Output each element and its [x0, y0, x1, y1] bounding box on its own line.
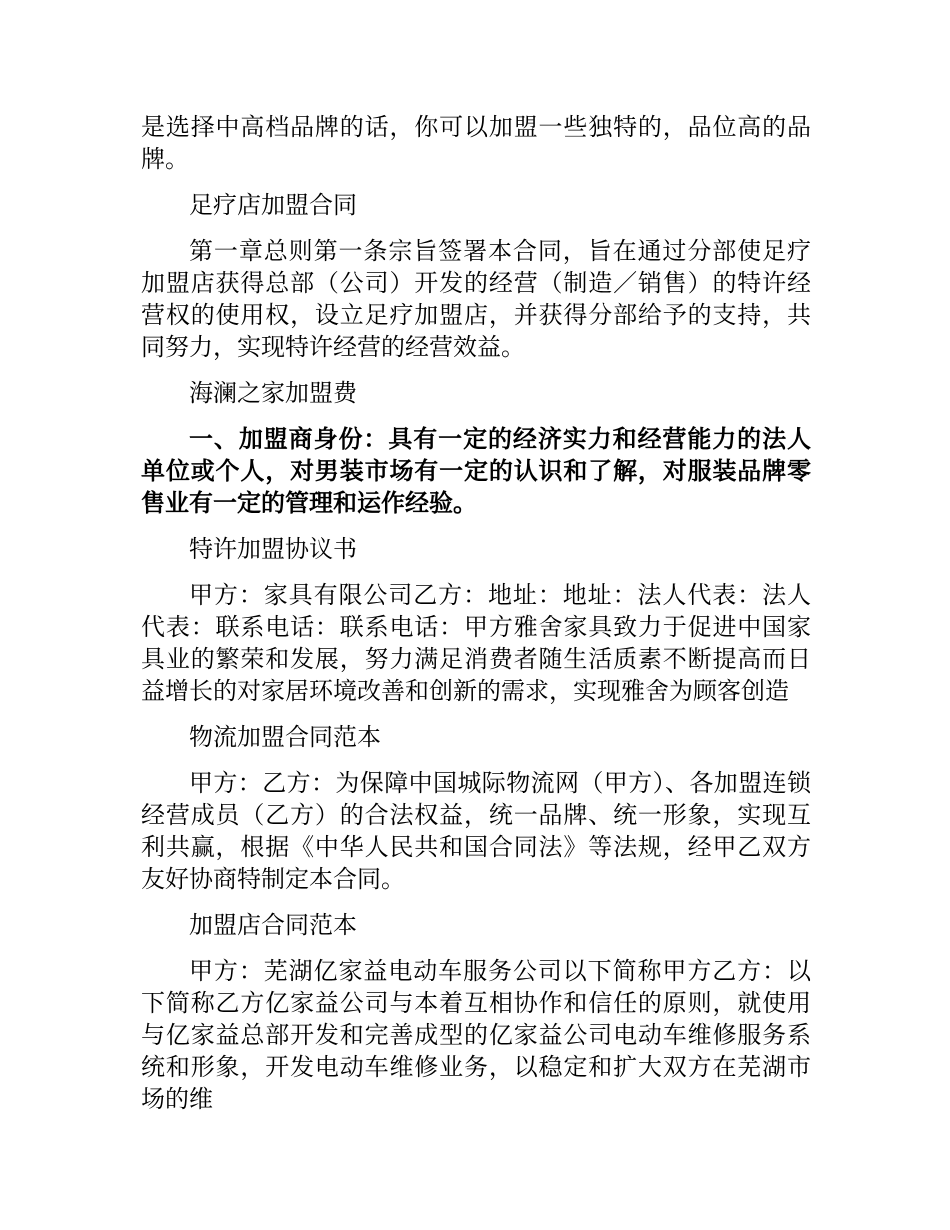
paragraph-franchisee-identity: 一、加盟商身份：具有一定的经济实力和经营能力的法人单位或个人，对男装市场有一定的认识和了解，对服装品牌零售业有一定的管理和运作经验。 — [141, 424, 811, 517]
paragraph-franchise-agreement: 甲方：家具有限公司乙方：地址：地址：法人代表：法人代表：联系电话：联系电话：甲方雅舍家具致力于促进中国家具业的繁荣和发展，努力满足消费者随生活质素不断提高而日益增长的对家居环境改善和创新的需求，实现雅舍为顾客创造 — [141, 581, 811, 705]
paragraph-logistics-contract: 甲方：乙方：为保障中国城际物流网（甲方）、各加盟连锁经营成员（乙方）的合法权益，统一品牌、统一形象，实现互利共赢，根据《中华人民共和国合同法》等法规，经甲乙双方友好协商特制定本合同。 — [141, 769, 811, 893]
document-body — [141, 111, 811, 1129]
heading-store-contract: 加盟店合同范本 — [189, 911, 357, 939]
heading-logistics-contract: 物流加盟合同范本 — [189, 723, 381, 751]
paragraph-intro-continuation: 是选择中高档品牌的话，你可以加盟一些独特的，品位高的品牌。 — [141, 113, 811, 173]
heading-hla-franchise-fee: 海澜之家加盟费 — [189, 379, 357, 407]
heading-foot-spa-contract: 足疗店加盟合同 — [189, 191, 357, 219]
heading-franchise-agreement: 特许加盟协议书 — [189, 535, 357, 563]
paragraph-store-contract: 甲方：芜湖亿家益电动车服务公司以下简称甲方乙方：以下简称乙方亿家益公司与本着互相协作和信任的原则，就使用与亿家益总部开发和完善成型的亿家益公司电动车维修服务系统和形象，开发电动车维修业务，以稳定和扩大双方在芜湖市场的维 — [141, 957, 811, 1113]
paragraph-foot-spa-contract: 第一章总则第一条宗旨签署本合同，旨在通过分部使足疗加盟店获得总部（公司）开发的经营（制造／销售）的特许经营权的使用权，设立足疗加盟店，并获得分部给予的支持，共同努力，实现特许经营的经营效益。 — [141, 237, 811, 361]
